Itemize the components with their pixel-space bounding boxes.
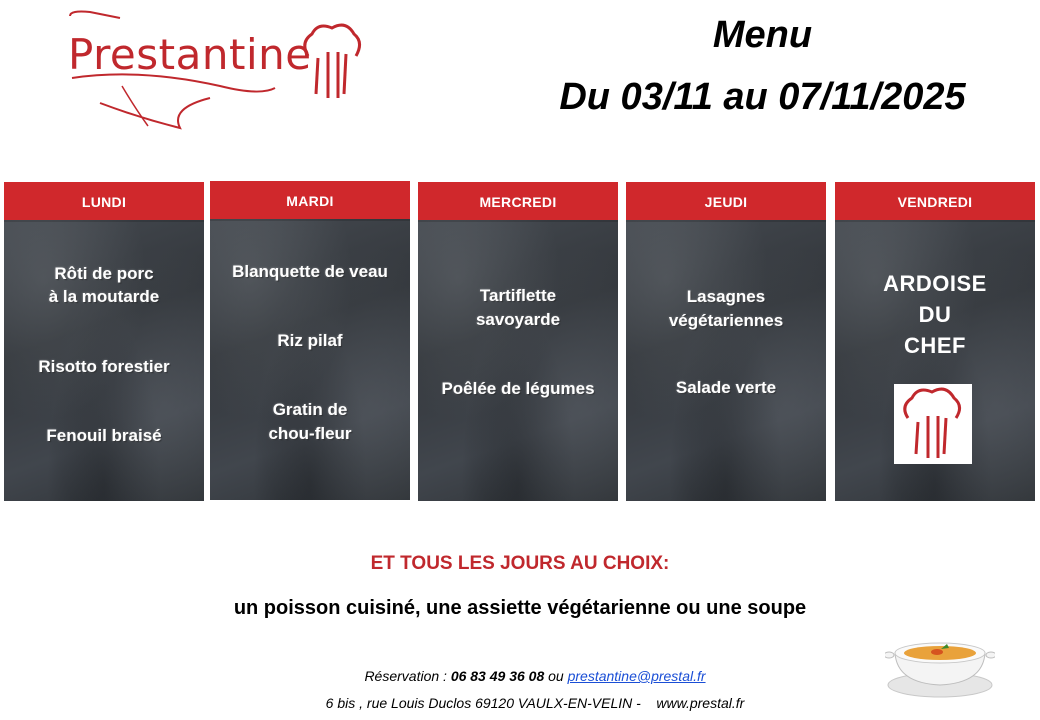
chef-special-line: DU (918, 302, 952, 327)
website-text: www.prestal.fr (656, 695, 745, 711)
dish-item: végétariennes (668, 311, 784, 330)
day-column-mardi (210, 181, 410, 500)
logo-wordmark: Prestantine (68, 30, 312, 79)
address-line (0, 695, 1040, 711)
day-header: VENDREDI (835, 182, 1035, 220)
dish-item: savoyarde (475, 310, 561, 329)
dish-item: chou-fleur (268, 424, 352, 443)
dish-item: Salade verte (675, 378, 777, 397)
chef-special-line: ARDOISE (883, 271, 987, 296)
dish-item: Tartiflette (479, 286, 557, 305)
dish-item: Gratin de (272, 400, 348, 419)
dish-item: Poêlée de légumes (441, 379, 595, 398)
daily-choice-heading: ET TOUS LES JOURS AU CHOIX: (370, 553, 670, 574)
brand-logo (60, 8, 370, 133)
reservation-label: Réservation : (364, 668, 451, 684)
day-column-jeudi (626, 182, 826, 501)
chef-hat-cutlery-icon (298, 22, 364, 102)
phone-number: 06 83 49 36 08 (450, 668, 545, 684)
chef-hat-cutlery-icon (894, 384, 972, 464)
chef-badge (894, 384, 972, 464)
dish-item: Risotto forestier (38, 357, 170, 376)
dish-item: Blanquette de veau (232, 262, 388, 281)
day-header: MERCREDI (418, 182, 618, 220)
reservation-line (0, 668, 1040, 684)
day-column-vendredi (835, 182, 1035, 501)
dish-item: Riz pilaf (277, 331, 343, 350)
daily-choice-text: un poisson cuisiné, une assiette végétarienne ou une soupe (233, 597, 807, 619)
or-text: ou (544, 668, 568, 684)
day-column-mercredi (418, 182, 618, 501)
day-column-lundi (4, 182, 204, 501)
address-text: 6 bis , rue Louis Duclos 69120 VAULX-EN-VELIN - (325, 695, 641, 711)
soup-bowl-icon (885, 625, 995, 700)
dish-item: Fenouil braisé (46, 426, 162, 445)
day-header: MARDI (210, 181, 410, 219)
email-link[interactable]: prestantine@prestal.fr (567, 668, 706, 684)
dish-item: Lasagnes (686, 287, 766, 306)
dish-item: à la moutarde (48, 287, 160, 306)
day-header: JEUDI (626, 182, 826, 220)
chef-special-line: CHEF (904, 333, 966, 358)
page-title: Menu (712, 14, 813, 56)
menu-period: Du 03/11 au 07/11/2025 (559, 76, 966, 118)
day-header: LUNDI (4, 182, 204, 220)
dish-item: Rôti de porc (54, 264, 154, 283)
